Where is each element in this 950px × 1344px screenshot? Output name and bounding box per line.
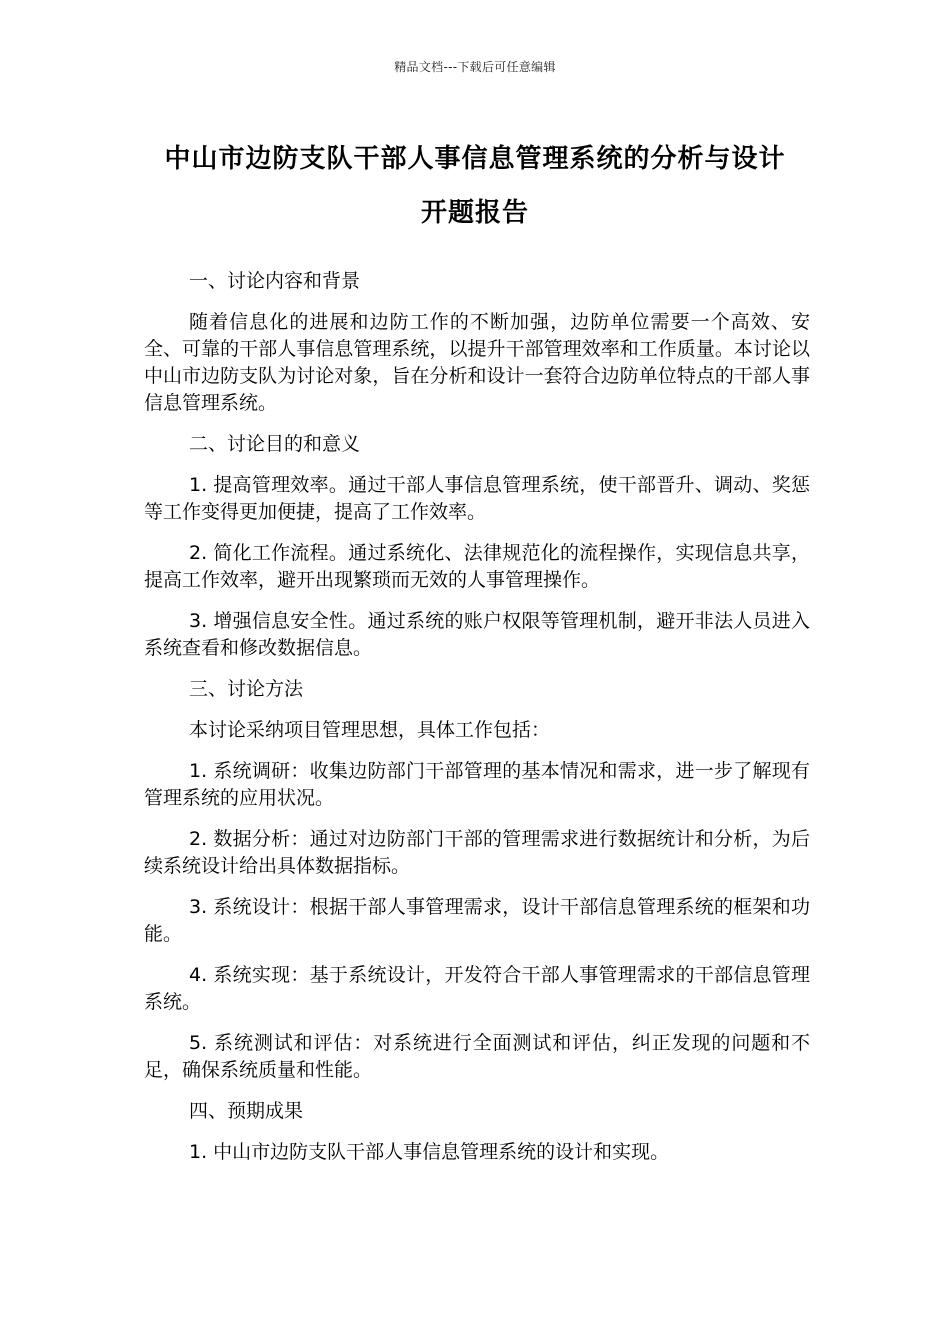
document-title-line-2: 开题报告	[420, 198, 529, 228]
section-heading-background: 一、讨论内容和背景	[189, 270, 361, 292]
list-item-outcome-1: 1. 中山市边防支队干部人事信息管理系统的设计和实现。	[189, 1141, 670, 1163]
list-item-method-5: 5. 系统测试和评估：对系统进行全面测试和评估，纠正发现的问题和不足，确保系统质量和性能。	[144, 1032, 810, 1081]
header-note: 精品文档---下载后可任意编辑	[394, 60, 556, 74]
list-item-method-3: 3. 系统设计：根据干部人事管理需求，设计干部信息管理系统的框架和功能。	[144, 896, 810, 945]
list-item-purpose-3: 3. 增强信息安全性。通过系统的账户权限等管理机制，避开非法人员进入系统查看和修改数据信息。	[144, 610, 810, 659]
section-heading-purpose: 二、讨论目的和意义	[189, 433, 361, 455]
list-item-method-4: 4. 系统实现：基于系统设计，开发符合干部人事管理需求的干部信息管理系统。	[144, 964, 810, 1013]
list-item-method-2: 2. 数据分析：通过对边防部门干部的管理需求进行数据统计和分析，为后续系统设计给出具体数据指标。	[144, 828, 810, 877]
section-heading-outcomes: 四、预期成果	[189, 1100, 304, 1122]
document-title-line-1: 中山市边防支队干部人事信息管理系统的分析与设计	[164, 144, 786, 174]
list-item-method-1: 1. 系统调研：收集边防部门干部管理的基本情况和需求，进一步了解现有管理系统的应用状况。	[144, 760, 810, 809]
section-heading-method: 三、讨论方法	[189, 678, 304, 700]
list-item-purpose-1: 1. 提高管理效率。通过干部人事信息管理系统，使干部晋升、调动、奖惩等工作变得更加便捷，提高了工作效率。	[144, 474, 810, 523]
document-body	[144, 268, 810, 1180]
paragraph-method-intro: 本讨论采纳项目管理思想，具体工作包括：	[189, 719, 551, 741]
list-item-purpose-2: 2. 简化工作流程。通过系统化、法律规范化的流程操作，实现信息共享，提高工作效率，避开出现繁琐而无效的人事管理操作。	[144, 542, 810, 591]
paragraph-background: 随着信息化的进展和边防工作的不断加强，边防单位需要一个高效、安全、可靠的干部人事信息管理系统，以提升干部管理效率和工作质量。本讨论以中山市边防支队为讨论对象，旨在分析和设计一套符合边防单位特点的干部人事信息管理系统。	[144, 311, 810, 414]
